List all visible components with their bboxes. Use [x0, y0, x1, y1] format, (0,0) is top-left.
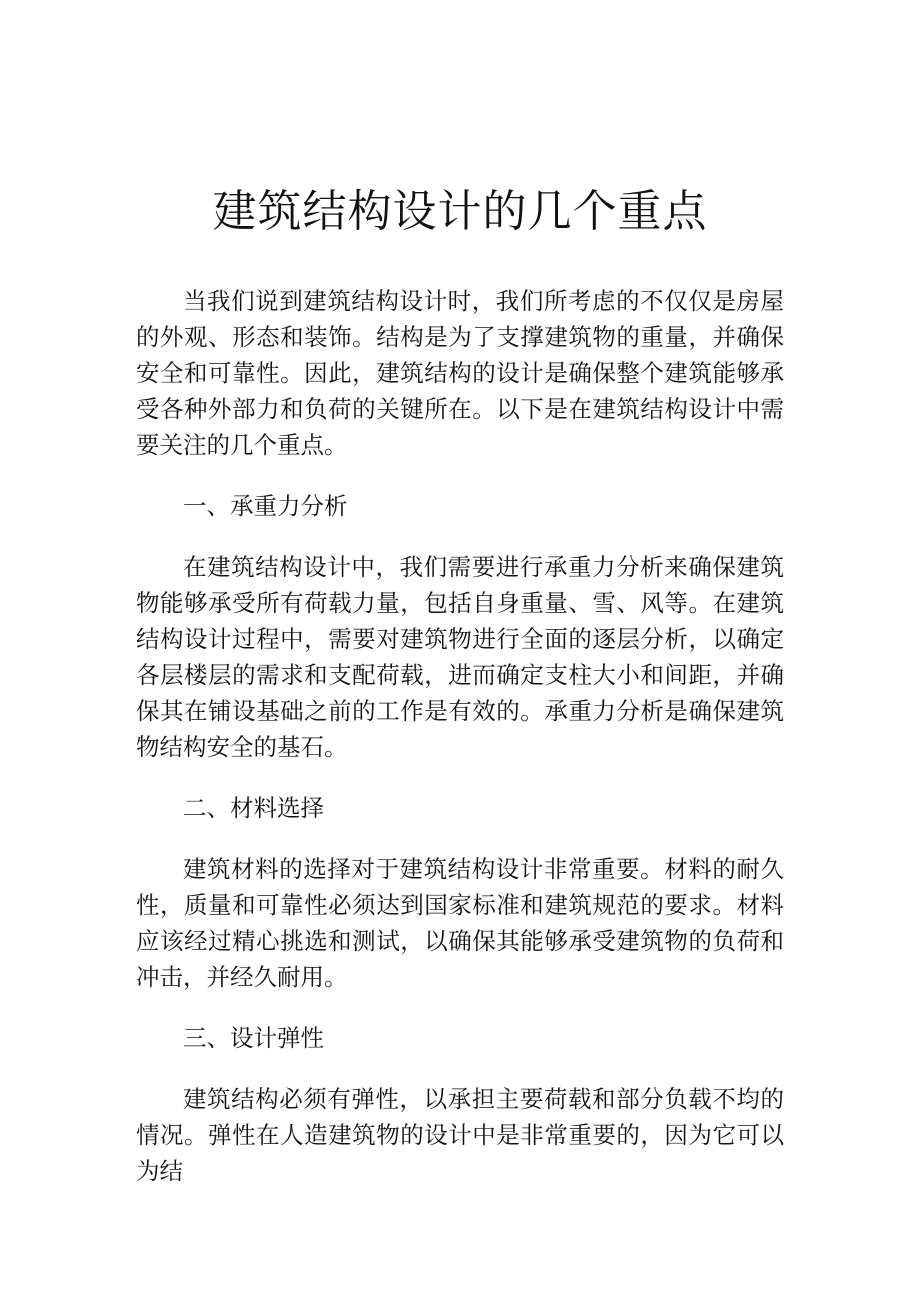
section-heading-1: 一、承重力分析: [183, 492, 348, 520]
section-paragraph-1: 在建筑结构设计中，我们需要进行承重力分析来确保建筑物能够承受所有荷载力量，包括自身重量、雪、风等。在建筑结构设计过程中，需要对建筑物进行全面的逐层分析，以确定各层楼层的需求和支配荷载，进而确定支柱大小和间距，并确保其在铺设基础之前的工作是有效的。承重力分析是确保建筑物结构安全的基石。: [136, 553, 784, 761]
section-heading-3: 三、设计弹性: [183, 1024, 324, 1052]
intro-paragraph: 当我们说到建筑结构设计时，我们所考虑的不仅仅是房屋的外观、形态和装饰。结构是为了支撑建筑物的重量，并确保安全和可靠性。因此，建筑结构的设计是确保整个建筑能够承受各种外部力和负荷的关键所在。以下是在建筑结构设计中需要关注的几个重点。: [136, 287, 784, 459]
page-title: 建筑结构设计的几个重点: [212, 186, 708, 237]
section-heading-2: 二、材料选择: [183, 794, 324, 822]
section-paragraph-2: 建筑材料的选择对于建筑结构设计非常重要。材料的耐久性，质量和可靠性必须达到国家标准和建筑规范的要求。材料应该经过精心挑选和测试，以确保其能够承受建筑物的负荷和冲击，并经久耐用。: [136, 855, 784, 991]
document-body: [136, 283, 784, 1214]
section-paragraph-3: 建筑结构必须有弹性，以承担主要荷载和部分负载不均的情况。弹性在人造建筑物的设计中是非常重要的，因为它可以为结: [136, 1085, 784, 1185]
